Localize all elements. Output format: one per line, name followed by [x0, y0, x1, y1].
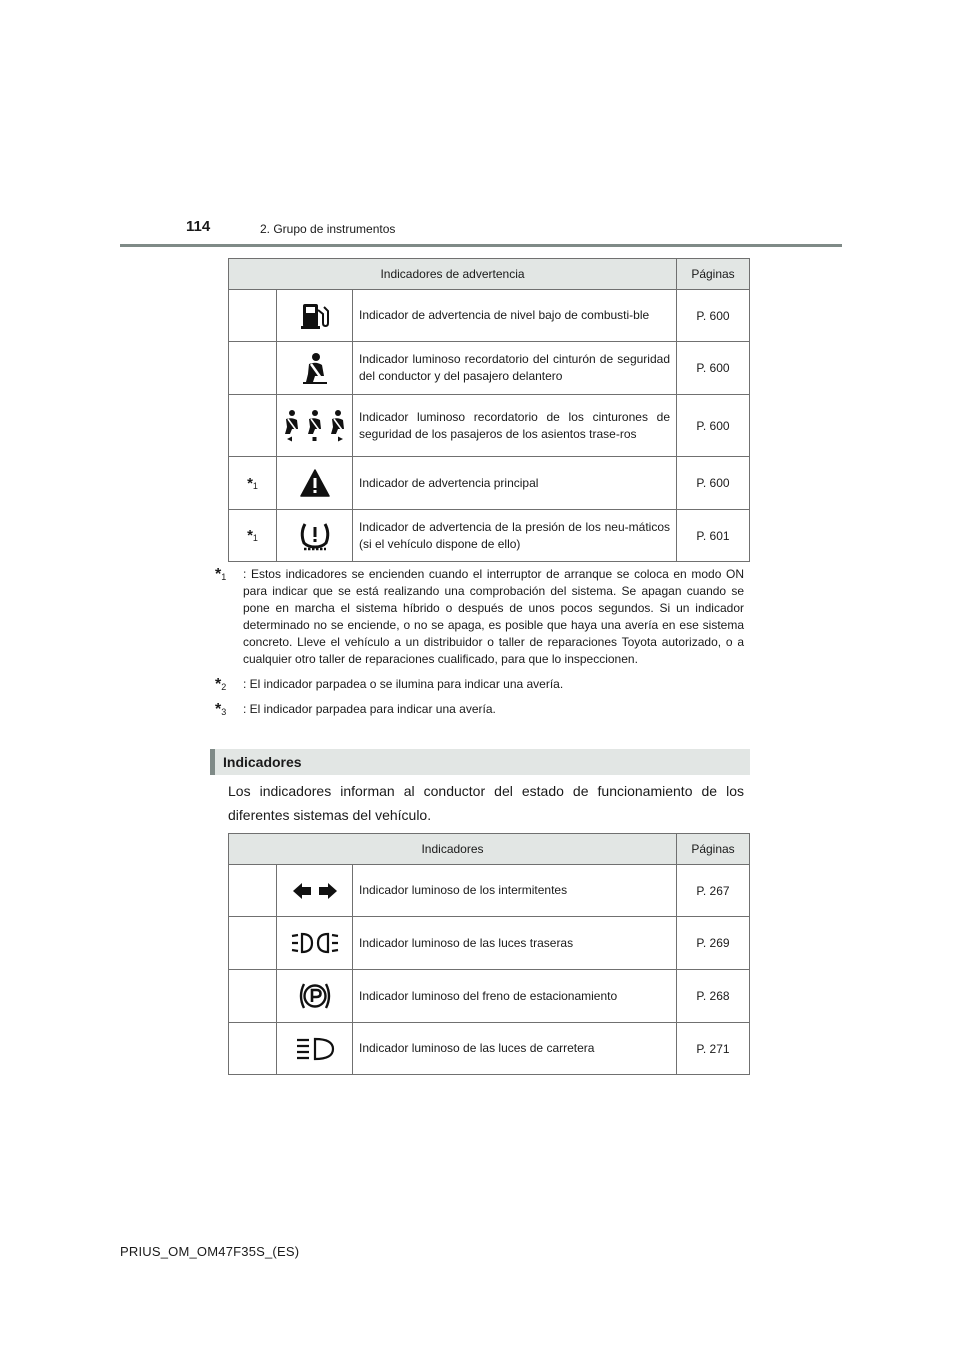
footnote-star: *: [215, 701, 222, 718]
section-heading: Indicadores: [223, 754, 302, 770]
row-mark: [229, 917, 277, 970]
header-rule: [120, 244, 842, 247]
footnote-text: : El indicador parpadea o se ilumina para indicar una avería.: [243, 677, 564, 691]
row-mark: [229, 342, 277, 395]
footnote-star: *: [215, 676, 222, 693]
row-description: Indicador luminoso recordatorio de los cinturones de seguridad de los pasajeros de los asientos trase-ros: [353, 395, 677, 457]
row-icon: [277, 865, 353, 917]
row-page-ref: P. 601: [677, 510, 750, 562]
rear-seat-belts-icon: [281, 409, 349, 443]
row-mark: [229, 970, 277, 1023]
footnotes: [215, 566, 744, 726]
seat-belt-icon: [300, 352, 330, 384]
tire-pressure-icon: [298, 521, 332, 551]
row-mark: [229, 865, 277, 917]
section-heading-bar: [210, 749, 215, 775]
table-header-row: [229, 834, 750, 865]
section-intro: Los indicadores informan al conductor del estado de funcionamiento de los diferentes sistemas del vehículo.: [228, 783, 744, 823]
col-header-pages: Páginas: [677, 259, 750, 290]
row-page-ref: P. 600: [677, 290, 750, 342]
table-row: [229, 970, 750, 1023]
row-page-ref: P. 600: [677, 395, 750, 457]
row-description: Indicador de advertencia de nivel bajo de combusti-ble: [353, 290, 677, 342]
table-row: [229, 865, 750, 917]
footnote-text: : Estos indicadores se encienden cuando el interruptor de arranque se coloca en modo ON para indicar que se está realizando una comprobación del sistema. Se apagan cuando se pone en marcha el sistema híbrido o después de unos pocos segundos. Si un indicador determinado no se enciende, o no se apaga, es posible que haya una avería en ese sistema concreto. Lleve el vehículo a un distribuidor o taller de reparaciones Toyota autorizado, o a cualquier otro taller de reparaciones cualificado, para que lo inspeccionen.: [243, 567, 744, 666]
table-row: [229, 510, 750, 562]
page-number: 114: [186, 218, 211, 235]
row-mark: [229, 457, 277, 510]
row-mark: [229, 1023, 277, 1075]
row-description: Indicador luminoso recordatorio del cinturón de seguridad del conductor y del pasajero delantero: [353, 342, 677, 395]
document-code: PRIUS_OM_OM47F35S_(ES): [120, 1244, 300, 1259]
row-icon: [277, 457, 353, 510]
row-page-ref: P. 269: [677, 917, 750, 970]
footnote-number: 1: [221, 572, 227, 582]
row-page-ref: P. 600: [677, 457, 750, 510]
footnote-number: 2: [221, 682, 227, 692]
row-page-ref: P. 271: [677, 1023, 750, 1075]
row-page-ref: P. 600: [677, 342, 750, 395]
row-icon: [277, 1023, 353, 1075]
footnote-star: *: [247, 474, 253, 492]
row-description: Indicador de advertencia de la presión de los neu-máticos (si el vehículo dispone de ello): [353, 510, 677, 562]
warning-indicators-table: [228, 258, 750, 562]
row-page-ref: P. 267: [677, 865, 750, 917]
table-header-row: [229, 259, 750, 290]
parking-brake-icon: [297, 981, 333, 1011]
row-icon: [277, 970, 353, 1023]
row-description: Indicador luminoso del freno de estacionamiento: [353, 970, 677, 1023]
section-title: 2. Grupo de instrumentos: [260, 222, 396, 236]
fuel-pump-icon: [300, 301, 330, 331]
row-description: Indicador de advertencia principal: [353, 457, 677, 510]
row-description: Indicador luminoso de las luces de carretera: [353, 1023, 677, 1075]
table-row: [229, 1023, 750, 1075]
col-header-indicators: Indicadores de advertencia: [229, 259, 677, 290]
footnote: [215, 566, 744, 668]
row-description: Indicador luminoso de las luces traseras: [353, 917, 677, 970]
row-page-ref: P. 268: [677, 970, 750, 1023]
col-header-indicators: Indicadores: [229, 834, 677, 865]
row-icon: [277, 290, 353, 342]
row-mark: [229, 510, 277, 562]
high-beam-icon: [295, 1037, 335, 1061]
master-warning-icon: [300, 469, 330, 497]
row-icon: [277, 510, 353, 562]
col-header-pages: Páginas: [677, 834, 750, 865]
footnote: [215, 701, 744, 718]
row-icon: [277, 917, 353, 970]
table-row: [229, 395, 750, 457]
indicators-table: [228, 833, 750, 1075]
footnote-number: 3: [221, 707, 227, 717]
row-icon: [277, 395, 353, 457]
footnote-star: *: [247, 527, 253, 544]
table-row: [229, 457, 750, 510]
row-icon: [277, 342, 353, 395]
footnote-number: 1: [252, 533, 258, 543]
table-row: [229, 917, 750, 970]
turn-signal-arrows-icon: [292, 881, 338, 901]
footnote-number: 1: [252, 480, 258, 491]
table-row: [229, 342, 750, 395]
tail-lights-icon: [290, 931, 340, 955]
footnote-text: : El indicador parpadea para indicar una avería.: [243, 702, 496, 716]
row-mark: [229, 290, 277, 342]
row-description: Indicador luminoso de los intermitentes: [353, 865, 677, 917]
footnote: [215, 676, 744, 693]
row-mark: [229, 395, 277, 457]
table-row: [229, 290, 750, 342]
section-heading-band: [210, 749, 750, 775]
footnote-star: *: [215, 566, 222, 583]
